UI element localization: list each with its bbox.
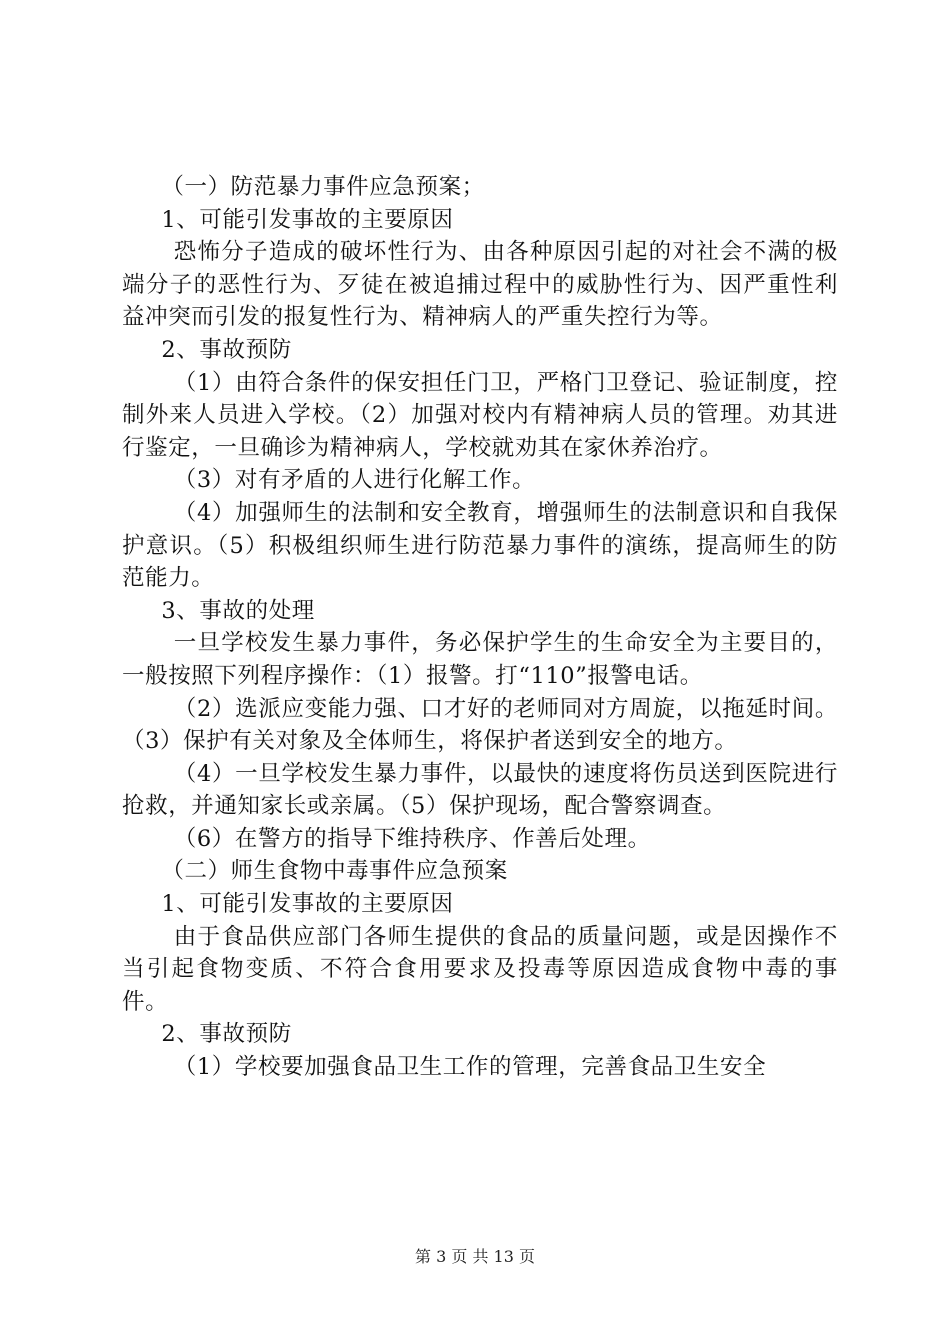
heading-violence-plan: （一）防范暴力事件应急预案；	[161, 174, 485, 200]
subheading-food-causes: 1、可能引发事故的主要原因	[161, 891, 454, 918]
paragraph-causes: 恐怖分子造成的破坏性行为、由各种原因引起的对社会不满的极端分子的恶性行为、歹徒在被追捕过程中的威胁性行为、因严重性利益冲突而引发的报复性行为、精神病人的严重失控行为等。	[122, 239, 838, 331]
page-number-footer: 第 3 页 共 13 页	[415, 1247, 535, 1266]
subheading-prevention: 2、事故预防	[161, 336, 292, 363]
subheading-food-prevention: 2、事故预防	[161, 1021, 292, 1048]
paragraph-prevention-1-2: （1）由符合条件的保安担任门卫，严格门卫登记、验证制度，控制外来人员进入学校。（2）加强对校内有精神病人员的管理。劝其进行鉴定，一旦确诊为精神病人，学校就劝其在家休养治疗。	[122, 369, 838, 461]
paragraph-handling-1: 一旦学校发生暴力事件，务必保护学生的生命安全为主要目的，一般按照下列程序操作：（1）报警。打“110”报警电话。	[122, 630, 838, 689]
heading-food-poisoning-plan: （二）师生食物中毒事件应急预案	[161, 858, 508, 885]
paragraph-food-causes: 由于食品供应部门各师生提供的食品的质量问题，或是因操作不当引起食物变质、不符合食用要求及投毒等原因造成食物中毒的事件。	[122, 923, 838, 1015]
document-body	[122, 171, 838, 1084]
paragraph-handling-4-5: （4）一旦学校发生暴力事件，以最快的速度将伤员送到医院进行抢救，并通知家长或亲属。（5）保护现场，配合警察调查。	[122, 760, 838, 820]
subheading-causes: 1、可能引发事故的主要原因	[161, 206, 454, 233]
paragraph-prevention-4-5: （4）加强师生的法制和安全教育，增强师生的法制意识和自我保护意识。（5）积极组织师生进行防范暴力事件的演练，提高师生的防范能力。	[122, 499, 838, 592]
paragraph-handling-6: （6）在警方的指导下维持秩序、作善后处理。	[173, 825, 651, 852]
paragraph-food-prevention-1: （1）学校要加强食品卫生工作的管理，完善食品卫生安全	[173, 1054, 767, 1081]
paragraph-handling-2-3: （2）选派应变能力强、口才好的老师同对方周旋，以拖延时间。（3）保护有关对象及全体师生，将保护者送到安全的地方。	[122, 695, 838, 755]
paragraph-prevention-3: （3）对有矛盾的人进行化解工作。	[173, 467, 536, 494]
subheading-handling: 3、事故的处理	[161, 597, 315, 624]
